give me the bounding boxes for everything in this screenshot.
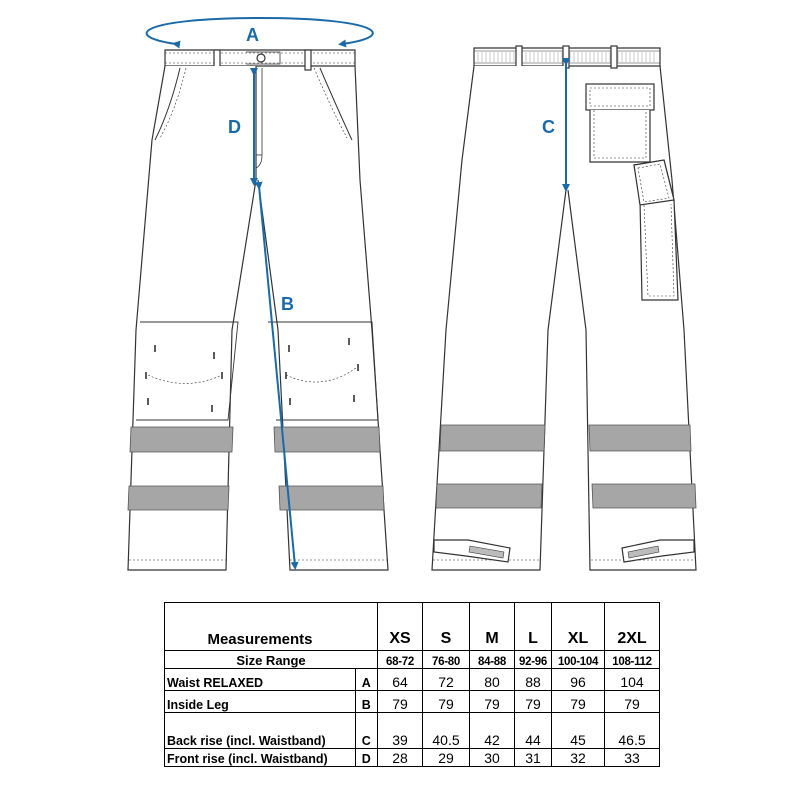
size-header: M	[470, 603, 515, 651]
cell-value: 80	[470, 669, 515, 691]
row-label: Back rise (incl. Waistband)	[165, 713, 356, 749]
cell-value: 32	[552, 749, 605, 767]
size-header: XL	[552, 603, 605, 651]
cell-value: 29	[423, 749, 470, 767]
size-range: 92-96	[515, 651, 552, 669]
table-row	[165, 669, 660, 691]
cell-value: 64	[378, 669, 423, 691]
cell-value: 79	[605, 691, 660, 713]
size-header: 2XL	[605, 603, 660, 651]
cell-value: 79	[470, 691, 515, 713]
label-a: A	[246, 25, 259, 45]
cell-value: 31	[515, 749, 552, 767]
size-range: 84-88	[470, 651, 515, 669]
cell-value: 79	[423, 691, 470, 713]
cell-value: 79	[378, 691, 423, 713]
cell-value: 79	[552, 691, 605, 713]
size-range-label: Size Range	[165, 651, 378, 669]
row-label: Inside Leg	[165, 691, 356, 713]
label-b: B	[281, 294, 294, 314]
size-range: 76-80	[423, 651, 470, 669]
fly-stitch	[256, 68, 262, 168]
label-d: D	[228, 117, 241, 137]
row-letter: D	[355, 749, 378, 767]
cell-value: 40.5	[423, 713, 470, 749]
cell-value: 45	[552, 713, 605, 749]
size-range: 100-104	[552, 651, 605, 669]
table-row	[165, 691, 660, 713]
cell-value: 28	[378, 749, 423, 767]
cell-value: 88	[515, 669, 552, 691]
row-letter: B	[355, 691, 378, 713]
table-title: Measurements	[165, 603, 356, 651]
arrow-a-waist	[147, 18, 373, 44]
table-row	[165, 749, 660, 767]
row-letter: C	[355, 713, 378, 749]
cell-value: 39	[378, 713, 423, 749]
cell-value: 30	[470, 749, 515, 767]
size-range: 108-112	[605, 651, 660, 669]
cell-value: 79	[515, 691, 552, 713]
size-chart-table	[164, 602, 660, 767]
size-header: XS	[378, 603, 423, 651]
cell-value: 46.5	[605, 713, 660, 749]
back-belt-loop-left	[516, 46, 522, 68]
table-row	[165, 713, 660, 749]
back-belt-loop-right	[611, 46, 617, 68]
row-label: Waist RELAXED	[165, 669, 356, 691]
row-letter: A	[355, 669, 378, 691]
cell-value: 104	[605, 669, 660, 691]
cell-value: 44	[515, 713, 552, 749]
size-header: L	[515, 603, 552, 651]
row-label: Front rise (incl. Waistband)	[165, 749, 356, 767]
cell-value: 96	[552, 669, 605, 691]
label-c: C	[542, 117, 555, 137]
size-header: S	[423, 603, 470, 651]
title-spacer	[355, 603, 378, 651]
cell-value: 42	[470, 713, 515, 749]
waist-button	[257, 54, 265, 62]
size-range: 68-72	[378, 651, 423, 669]
belt-loop-right	[305, 50, 311, 70]
back-pocket	[590, 110, 650, 162]
cell-value: 33	[605, 749, 660, 767]
cell-value: 72	[423, 669, 470, 691]
